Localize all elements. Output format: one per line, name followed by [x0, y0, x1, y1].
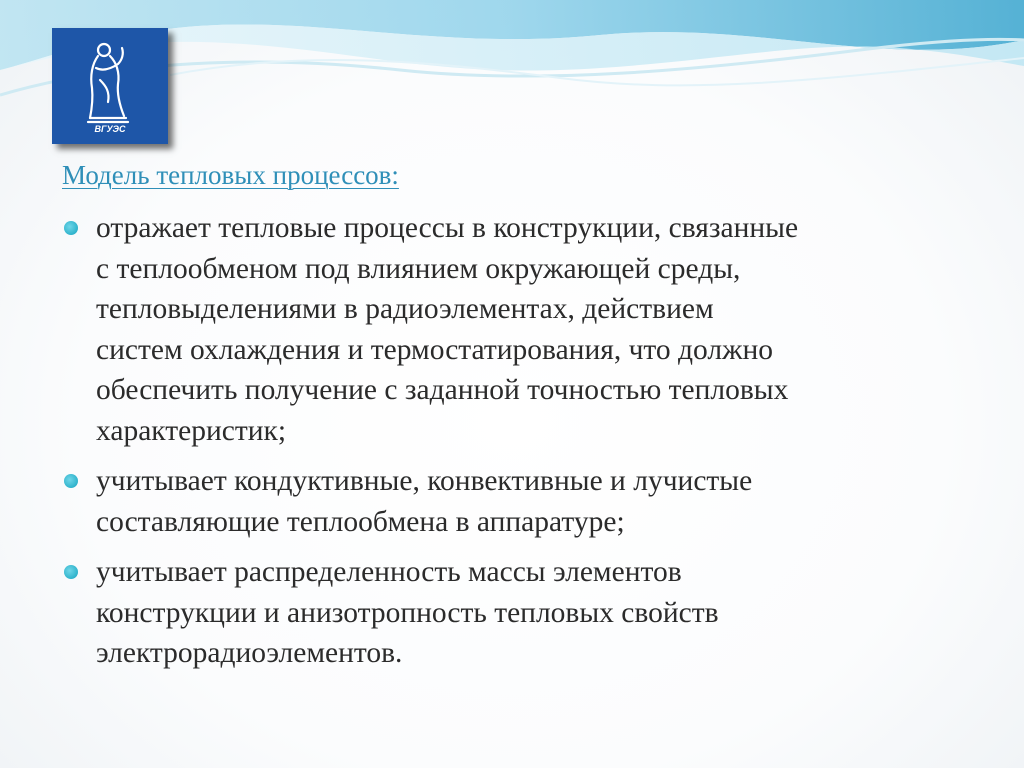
bullet-item: [62, 208, 962, 451]
bullet-list: [62, 208, 962, 684]
bullet-item: [62, 461, 962, 542]
bullet-line: составляющие теплообмена в аппаратуре;: [96, 505, 625, 538]
bullet-line: учитывает кондуктивные, конвективные и лучистые: [96, 465, 753, 497]
bullet-line: конструкции и анизотропность тепловых свойств: [96, 596, 719, 629]
bullet-line: характеристик;: [96, 414, 287, 447]
bullet-line: электрорадиоэлементов.: [96, 637, 403, 669]
university-logo: [52, 28, 168, 144]
bullet-line: систем охлаждения и термостатирования, что должно: [96, 333, 774, 366]
bullet-line: тепловыделениями в радиоэлементах, действием: [96, 293, 714, 325]
bullet-dot-icon: [64, 474, 78, 488]
bullet-line: обеспечить получение с заданной точностью тепловых: [96, 374, 789, 406]
bullet-dot-icon: [64, 221, 78, 235]
logo-text: ВГУЭС: [94, 124, 126, 134]
bullet-line: с теплообменом под влиянием окружающей среды,: [96, 252, 741, 285]
statue-icon: [52, 28, 168, 144]
bullet-dot-icon: [64, 565, 78, 579]
bullet-line: учитывает распределенность массы элементов: [96, 556, 682, 588]
slide-heading: Модель тепловых процессов:: [62, 160, 399, 190]
bullet-line: отражает тепловые процессы в конструкции, связанные: [96, 212, 799, 244]
bullet-item: [62, 552, 962, 674]
